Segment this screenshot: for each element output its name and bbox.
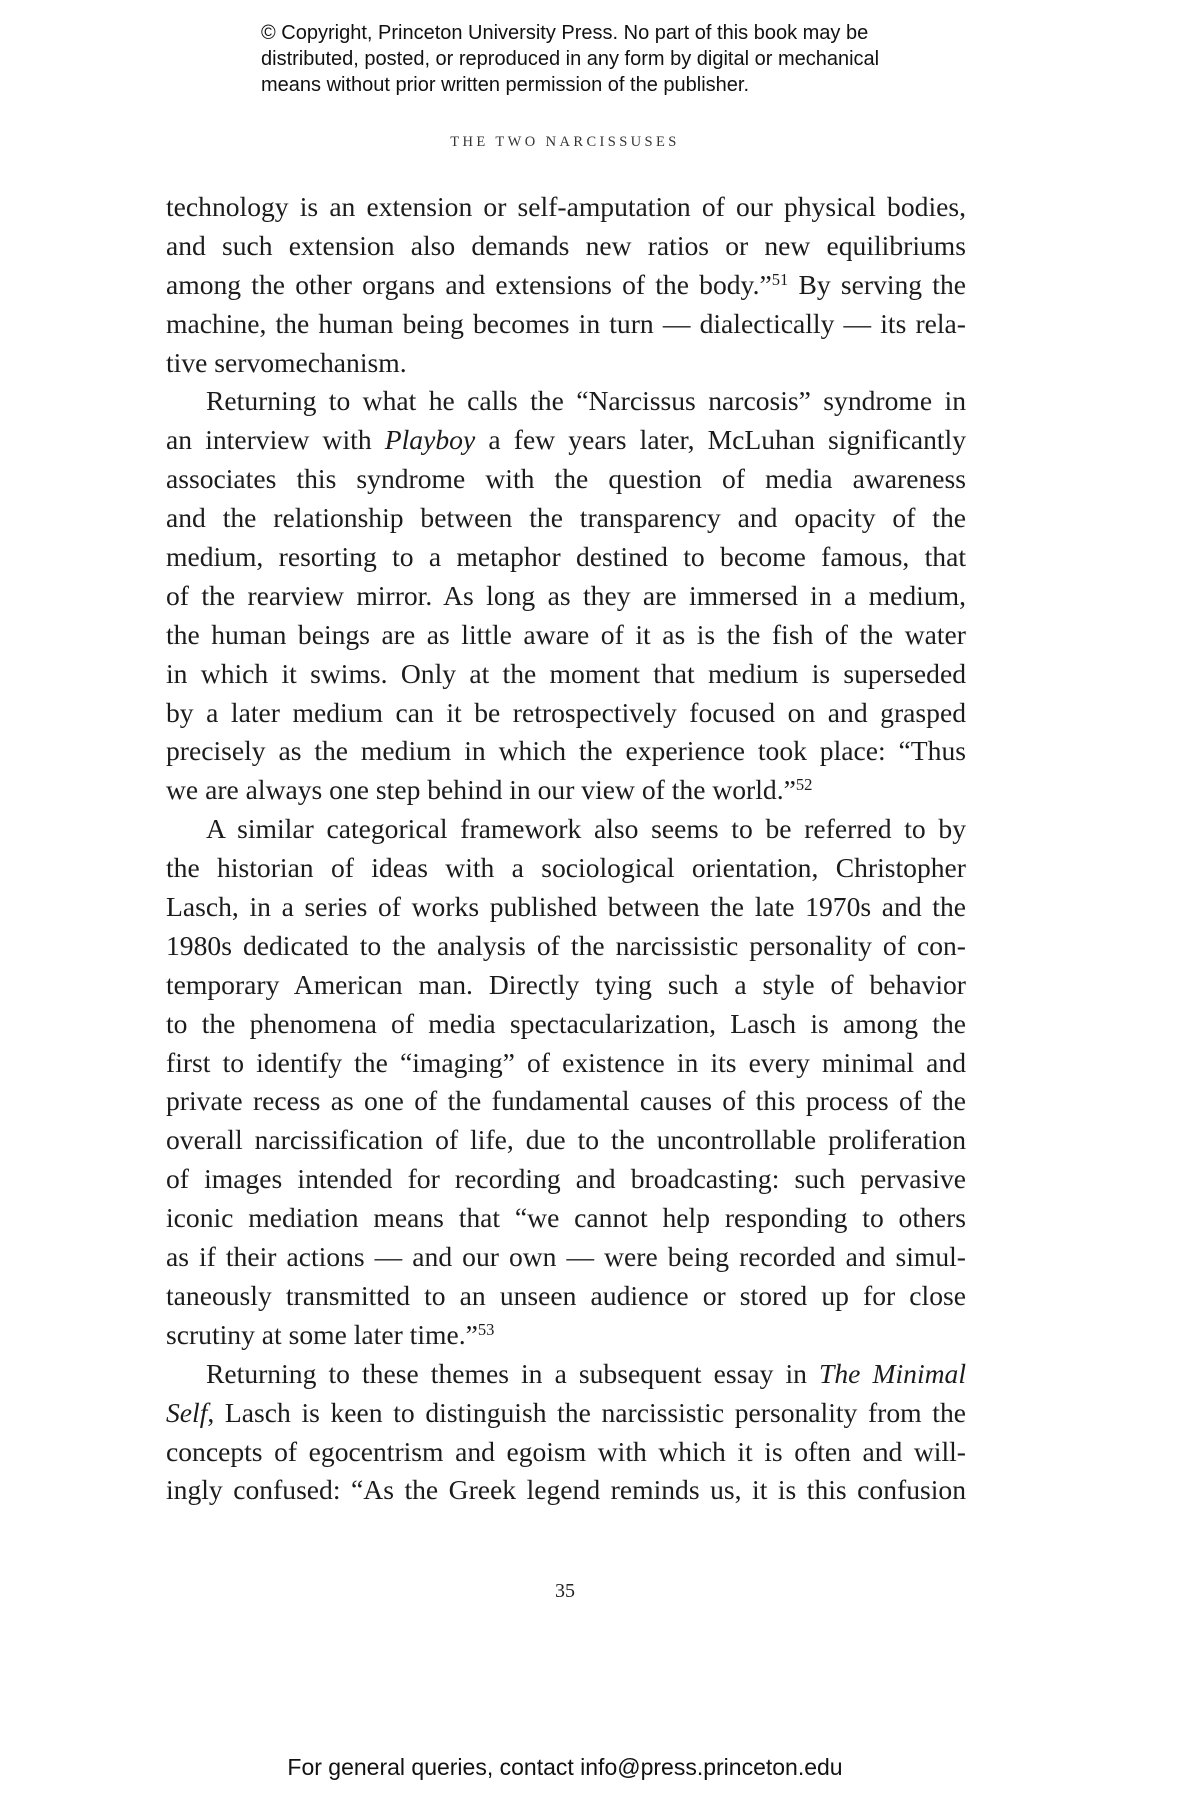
- text-line: by a later medium can it be retrospectively focused on and grasped: [166, 696, 966, 728]
- text-line: ingly confused: “As the Greek legend reminds us, it is this confusion: [166, 1474, 966, 1506]
- footnote-ref[interactable]: 51: [771, 269, 789, 289]
- italic-title: The Minimal: [819, 1357, 966, 1389]
- text-line: of the rearview mirror. As long as they are immersed in a medium,: [166, 579, 966, 611]
- italic-title: Playboy: [384, 424, 476, 456]
- text-line: associates this syndrome with the question of media awareness: [166, 463, 966, 495]
- text-line: machine, the human being becomes in turn — dialectically — its rela-: [166, 307, 966, 339]
- paragraph: [166, 810, 966, 1354]
- text-line: medium, resorting to a metaphor destined to become famous, that: [166, 541, 966, 573]
- text-line: taneously transmitted to an unseen audience or stored up for close: [166, 1279, 966, 1311]
- text-line: temporary American man. Directly tying such a style of behavior: [166, 968, 966, 1000]
- text-line: tive servomechanism.: [166, 346, 407, 378]
- text-line: among the other organs and extensions of the body.”$^{51}$ By serving the: [166, 268, 966, 300]
- text-line: precisely as the medium in which the experience took place: “Thus: [166, 735, 966, 767]
- text-line: Returning to these themes in a subsequent essay in The Minimal: [206, 1357, 966, 1389]
- text-line: concepts of egocentrism and egoism with which it is often and will-: [166, 1435, 966, 1467]
- paragraph: [166, 1355, 966, 1511]
- text-line: as if their actions — and our own — were being recorded and simul-: [166, 1241, 966, 1273]
- copyright-line: means without prior written permission of the publisher.: [261, 74, 750, 96]
- text-line: and the relationship between the transparency and opacity of the: [166, 502, 966, 534]
- text-line: iconic mediation means that “we cannot help responding to others: [166, 1202, 966, 1234]
- footnote-ref[interactable]: 52: [795, 775, 813, 795]
- text-line: an interview with Playboy a few years later, McLuhan significantly: [166, 424, 966, 456]
- paragraph: [166, 382, 966, 810]
- footnote-ref[interactable]: 53: [477, 1319, 495, 1339]
- text-line: 1980s dedicated to the analysis of the narcissistic personality of con-: [166, 929, 966, 961]
- text-line: overall narcissification of life, due to the uncontrollable proliferation: [166, 1124, 966, 1156]
- text-line: we are always one step behind in our view of the world.”$^{52}$: [166, 774, 813, 806]
- text-line: first to identify the “imaging” of existence in its every minimal and: [166, 1046, 966, 1078]
- text-line: to the phenomena of media spectacularization, Lasch is among the: [166, 1007, 966, 1039]
- text-line: Lasch, in a series of works published between the late 1970s and the: [166, 891, 966, 923]
- text-line: Returning to what he calls the “Narcissus narcosis” syndrome in: [206, 385, 966, 417]
- copyright-notice: [261, 20, 981, 98]
- text-line: in which it swims. Only at the moment that medium is superseded: [166, 657, 966, 689]
- paragraph: [166, 188, 966, 382]
- text-line: the human beings are as little aware of it as is the fish of the water: [166, 618, 966, 650]
- running-head: THE TWO NARCISSUSES: [450, 134, 680, 150]
- text-line: and such extension also demands new ratios or new equilibriums: [166, 229, 966, 261]
- copyright-line: distributed, posted, or reproduced in any form by digital or mechanical: [261, 48, 880, 70]
- body-text: [166, 188, 966, 1510]
- text-line: Self, Lasch is keen to distinguish the narcissistic personality from the: [166, 1396, 966, 1428]
- italic-title: Self: [166, 1396, 208, 1428]
- page-number: 35: [555, 1580, 575, 1602]
- text-line: of images intended for recording and broadcasting: such pervasive: [166, 1163, 966, 1195]
- text-line: technology is an extension or self-amputation of our physical bodies,: [166, 191, 966, 222]
- text-line: A similar categorical framework also seems to be referred to by: [206, 813, 966, 845]
- text-line: the historian of ideas with a sociological orientation, Christopher: [166, 852, 966, 884]
- copyright-line: © Copyright, Princeton University Press. No part of this book may be: [261, 22, 869, 44]
- text-line: private recess as one of the fundamental causes of this process of the: [166, 1085, 966, 1117]
- text-line: scrutiny at some later time.”$^{53}$: [166, 1318, 495, 1350]
- footer-contact: For general queries, contact info@press.princeton.edu: [287, 1754, 843, 1780]
